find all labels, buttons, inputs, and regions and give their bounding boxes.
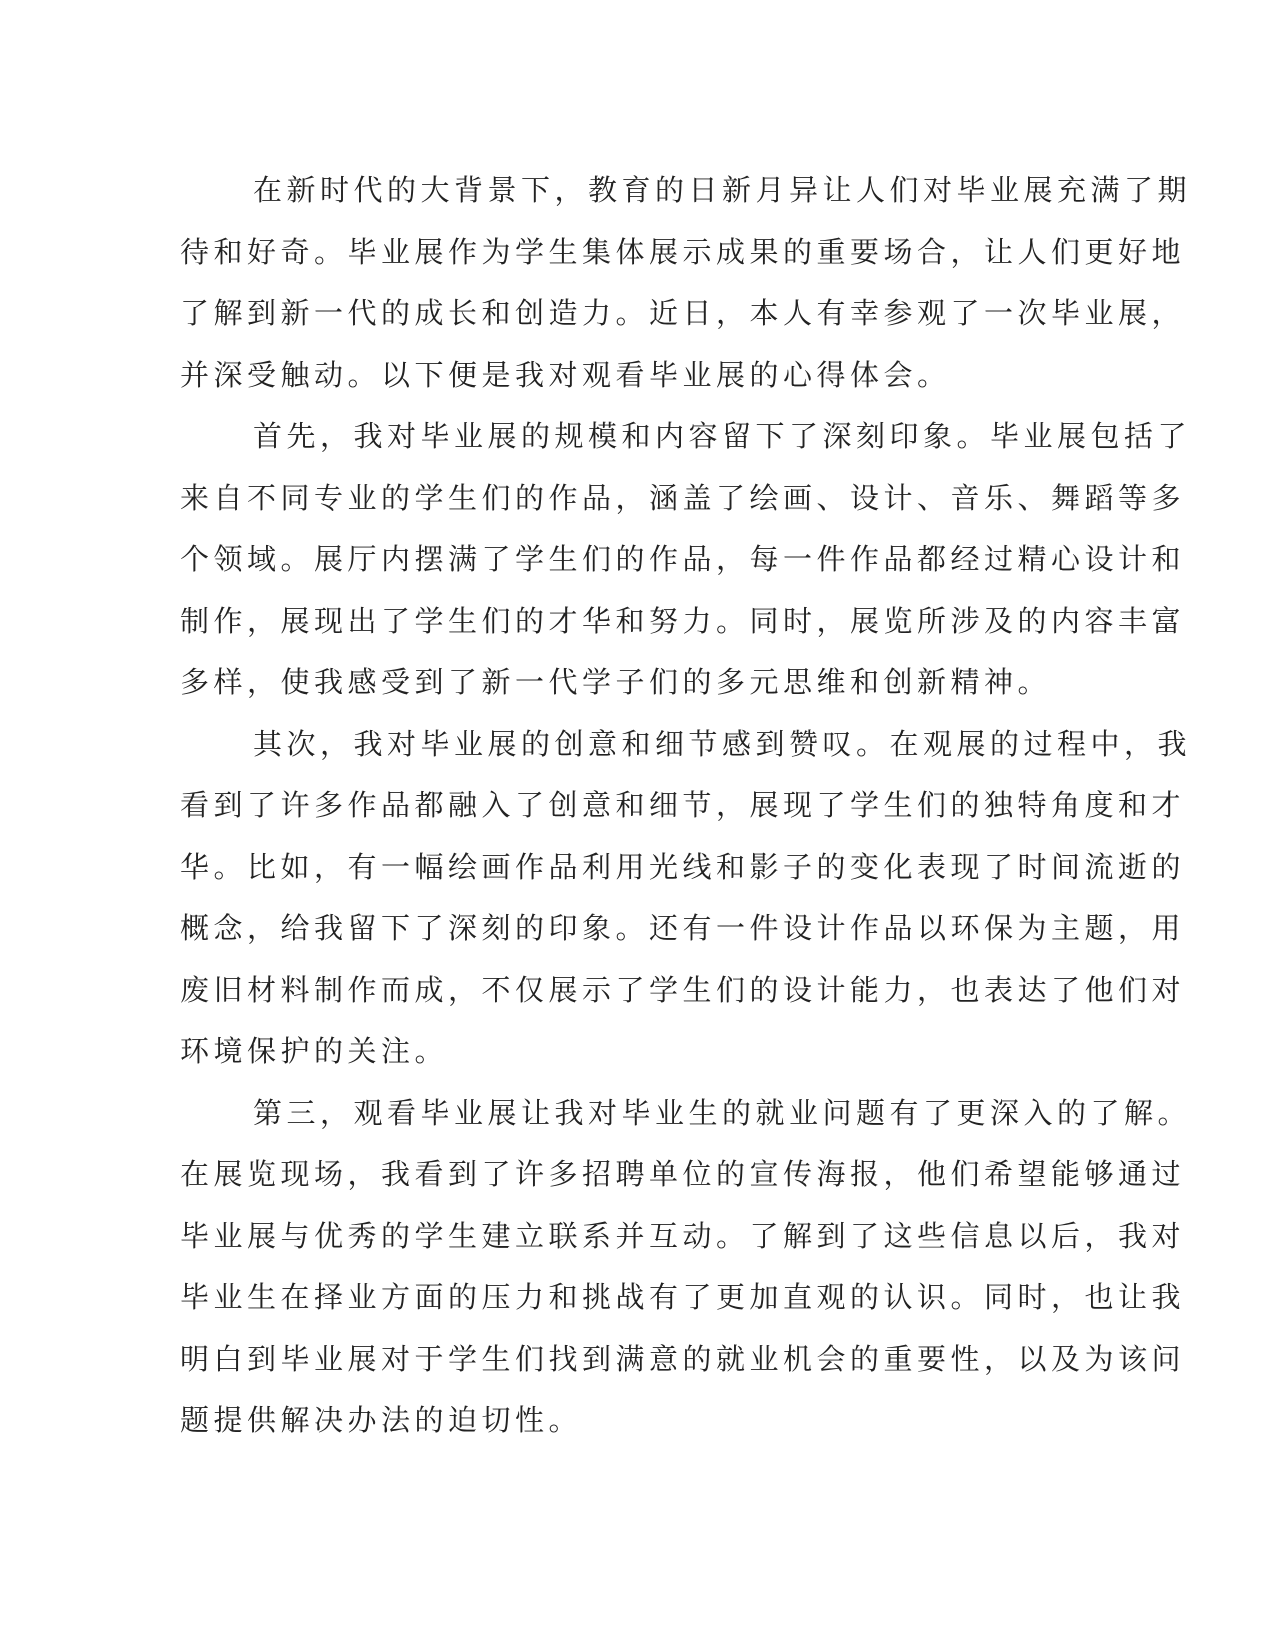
paragraph-second [180,714,1192,1083]
text-line: 看到了许多作品都融入了创意和细节，展现了学生们的独特角度和才 [180,788,1186,822]
text-line: 在新时代的大背景下，教育的日新月异让人们对毕业展充满了期 [253,173,1192,207]
text-line: 待和好奇。毕业展作为学生集体展示成果的重要场合，让人们更好地 [180,234,1186,269]
text-line: 明白到毕业展对于学生们找到满意的就业机会的重要性，以及为该问 [180,1341,1186,1376]
text-line: 毕业生在择业方面的压力和挑战有了更加直观的认识。同时，也让我 [180,1280,1186,1314]
document-body [180,160,1192,1452]
text-line: 并深受触动。以下便是我对观看毕业展的心得体会。 [180,357,951,392]
paragraph-third [180,1083,1192,1452]
text-line: 其次，我对毕业展的创意和细节感到赞叹。在观展的过程中，我 [253,726,1192,761]
text-line: 在展览现场，我看到了许多招聘单位的宣传海报，他们希望能够通过 [180,1157,1186,1191]
paragraph-first [180,406,1192,714]
paragraph-intro [180,160,1192,406]
text-line: 环境保护的关注。 [180,1034,449,1068]
text-line: 废旧材料制作而成，不仅展示了学生们的设计能力，也表达了他们对 [180,972,1186,1007]
text-line: 华。比如，有一幅绘画作品利用光线和影子的变化表现了时间流逝的 [180,849,1186,884]
text-line: 了解到新一代的成长和创造力。近日，本人有幸参观了一次毕业展， [180,296,1186,330]
text-line: 制作，展现出了学生们的才华和努力。同时，展览所涉及的内容丰富 [180,603,1186,638]
text-line: 概念，给我留下了深刻的印象。还有一件设计作品以环保为主题，用 [180,911,1186,945]
text-line: 多样，使我感受到了新一代学子们的多元思维和创新精神。 [180,665,1052,699]
text-line: 来自不同专业的学生们的作品，涵盖了绘画、设计、音乐、舞蹈等多 [180,480,1186,515]
text-line: 毕业展与优秀的学生建立联系并互动。了解到了这些信息以后，我对 [180,1218,1186,1253]
text-line: 个领域。展厅内摆满了学生们的作品，每一件作品都经过精心设计和 [180,542,1186,576]
text-line: 第三，观看毕业展让我对毕业生的就业问题有了更深入的了解。 [253,1095,1192,1130]
text-line: 首先，我对毕业展的规模和内容留下了深刻印象。毕业展包括了 [253,419,1192,453]
text-line: 题提供解决办法的迫切性。 [180,1403,583,1437]
